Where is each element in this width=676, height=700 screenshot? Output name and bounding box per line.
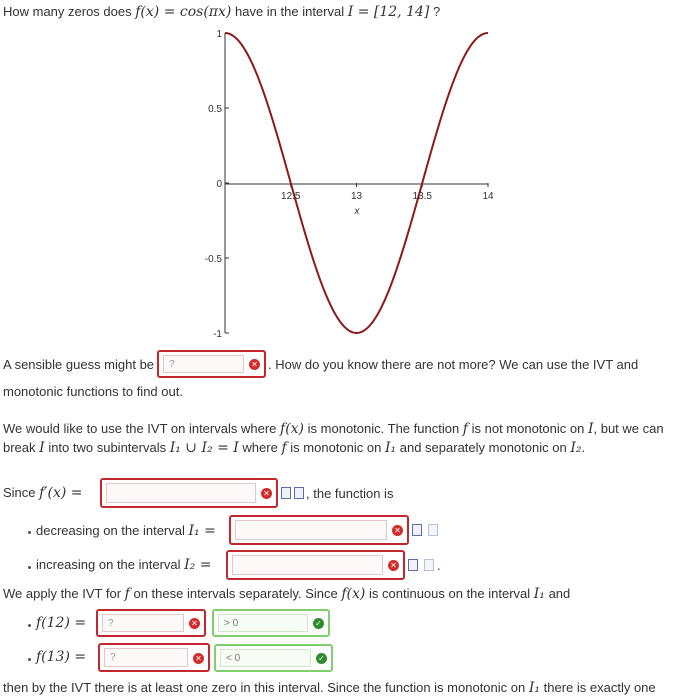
- para-text: is monotonic. The function: [307, 421, 460, 436]
- f13-answer[interactable]: < 0: [220, 649, 311, 667]
- since-label: Since: [3, 485, 36, 500]
- x-mark-icon: ✕: [392, 525, 403, 536]
- question-interval: I = [12, 14]: [347, 4, 430, 20]
- f13-label: [36, 649, 86, 665]
- bullet: [28, 624, 31, 627]
- check-icon: ✓: [313, 618, 324, 629]
- question-line: [3, 4, 440, 20]
- para-text: where: [242, 440, 278, 455]
- x-tick-label: 13.5: [412, 191, 432, 202]
- document-icon[interactable]: [428, 524, 438, 536]
- para-text: is not monotonic on: [471, 421, 585, 436]
- f12-label: [36, 615, 86, 631]
- para-text: is monotonic on: [290, 440, 382, 455]
- final-text: there is exactly one: [543, 680, 656, 695]
- x-mark-icon: ✕: [261, 488, 272, 499]
- para-math: f: [462, 421, 468, 437]
- guess-input[interactable]: ?: [163, 355, 244, 373]
- f12-expr: f(12) =: [36, 615, 87, 631]
- guess-line2: monotonic functions to find out.: [3, 384, 183, 399]
- since-after: , the function is: [306, 486, 394, 501]
- decreasing-expr: I₁ =: [188, 523, 216, 539]
- bullet: [28, 566, 31, 569]
- ivt-text: on these intervals separately. Since: [133, 586, 338, 601]
- ivt-math: f: [124, 586, 130, 602]
- increasing-row: [36, 557, 211, 573]
- f12-input-box[interactable]: [96, 609, 206, 637]
- question-func: f(x) = cos(πx): [135, 4, 232, 20]
- ivt-text: We apply the IVT for: [3, 586, 122, 601]
- y-tick-label: -1: [213, 329, 222, 340]
- para-math: I: [39, 440, 45, 456]
- paragraph-line-2: [3, 440, 585, 456]
- para-text: and separately monotonic on: [399, 440, 567, 455]
- y-tick-label: 1: [216, 29, 222, 40]
- increasing-expr: I₂ =: [184, 557, 212, 573]
- para-math: I: [587, 421, 594, 437]
- ivt-math: I₁: [533, 586, 545, 602]
- question-middle: have in the interval: [234, 4, 345, 19]
- derivative-input[interactable]: [106, 483, 256, 503]
- bullet: [28, 658, 31, 661]
- para-math: I₂: [570, 440, 582, 456]
- x-tick-label: 13: [350, 191, 363, 202]
- x-mark-icon: ✕: [193, 653, 204, 664]
- f13-input[interactable]: ?: [104, 648, 188, 667]
- question-prefix: How many zeros does: [3, 4, 132, 19]
- para-text: break: [3, 440, 36, 455]
- para-math: f(x): [280, 421, 305, 437]
- decreasing-input[interactable]: [235, 520, 387, 540]
- final-line: [3, 680, 656, 696]
- x-tick-label: 14: [482, 191, 494, 202]
- x-mark-icon: ✕: [189, 618, 200, 629]
- document-icon[interactable]: [412, 524, 422, 536]
- document-icon[interactable]: [408, 559, 418, 571]
- increasing-input[interactable]: [232, 555, 383, 575]
- ivt-text: is continuous on the interval: [369, 586, 531, 601]
- para-text: , but we can: [593, 421, 664, 436]
- document-icon[interactable]: [294, 487, 304, 499]
- ivt-text: and: [548, 586, 571, 601]
- f13-expr: f(13) =: [36, 649, 87, 665]
- derivative-expr: f′(x) =: [39, 485, 83, 501]
- check-icon: ✓: [316, 653, 327, 664]
- document-icon[interactable]: [424, 559, 434, 571]
- guess-after: . How do you know there are not more? We can use the IVT and: [268, 357, 639, 372]
- para-math: f: [281, 440, 287, 456]
- para-text: We would like to use the IVT on intervals where: [3, 421, 277, 436]
- f12-answer-box[interactable]: [212, 609, 330, 637]
- question-suffix: ?: [432, 4, 441, 19]
- ivt-math: f(x): [341, 586, 366, 602]
- f12-answer[interactable]: > 0: [218, 614, 308, 632]
- para-math: I₁: [384, 440, 397, 456]
- decreasing-input-box[interactable]: [229, 515, 409, 545]
- ivt-line: [3, 586, 570, 602]
- guess-input-box[interactable]: [157, 350, 266, 378]
- y-tick-label: 0: [216, 179, 222, 190]
- f13-answer-box[interactable]: [214, 644, 333, 672]
- paragraph-line-1: [3, 421, 664, 437]
- x-mark-icon: ✕: [249, 359, 260, 370]
- increasing-input-box[interactable]: [226, 550, 405, 580]
- decreasing-row: [36, 523, 216, 539]
- bullet: [28, 531, 31, 534]
- increasing-after: .: [437, 558, 441, 573]
- y-tick-label: -0.5: [204, 254, 222, 265]
- para-text: .: [581, 440, 586, 455]
- para-text: into two subintervals: [48, 440, 167, 455]
- y-tick-label: 0.5: [208, 104, 222, 115]
- guess-label: A sensible guess might be: [3, 357, 155, 372]
- f13-input-box[interactable]: [98, 643, 210, 672]
- decreasing-label: decreasing on the interval: [36, 523, 185, 538]
- document-icon[interactable]: [281, 487, 291, 499]
- derivative-input-box[interactable]: [100, 478, 278, 508]
- f12-input[interactable]: ?: [102, 614, 184, 632]
- final-math: I₁: [528, 680, 541, 696]
- x-ticks: [281, 183, 494, 202]
- x-tick-label: 12.5: [281, 191, 301, 202]
- final-text: then by the IVT there is at least one zero in this interval. Since the function is monotonic on: [3, 680, 526, 695]
- x-mark-icon: ✕: [388, 560, 399, 571]
- since-label-row: [3, 485, 83, 501]
- increasing-label: increasing on the interval: [36, 557, 181, 572]
- cosine-plot: [190, 28, 500, 340]
- x-axis-label: x: [354, 206, 360, 217]
- para-math: I₁ ∪ I₂ = I: [169, 440, 239, 456]
